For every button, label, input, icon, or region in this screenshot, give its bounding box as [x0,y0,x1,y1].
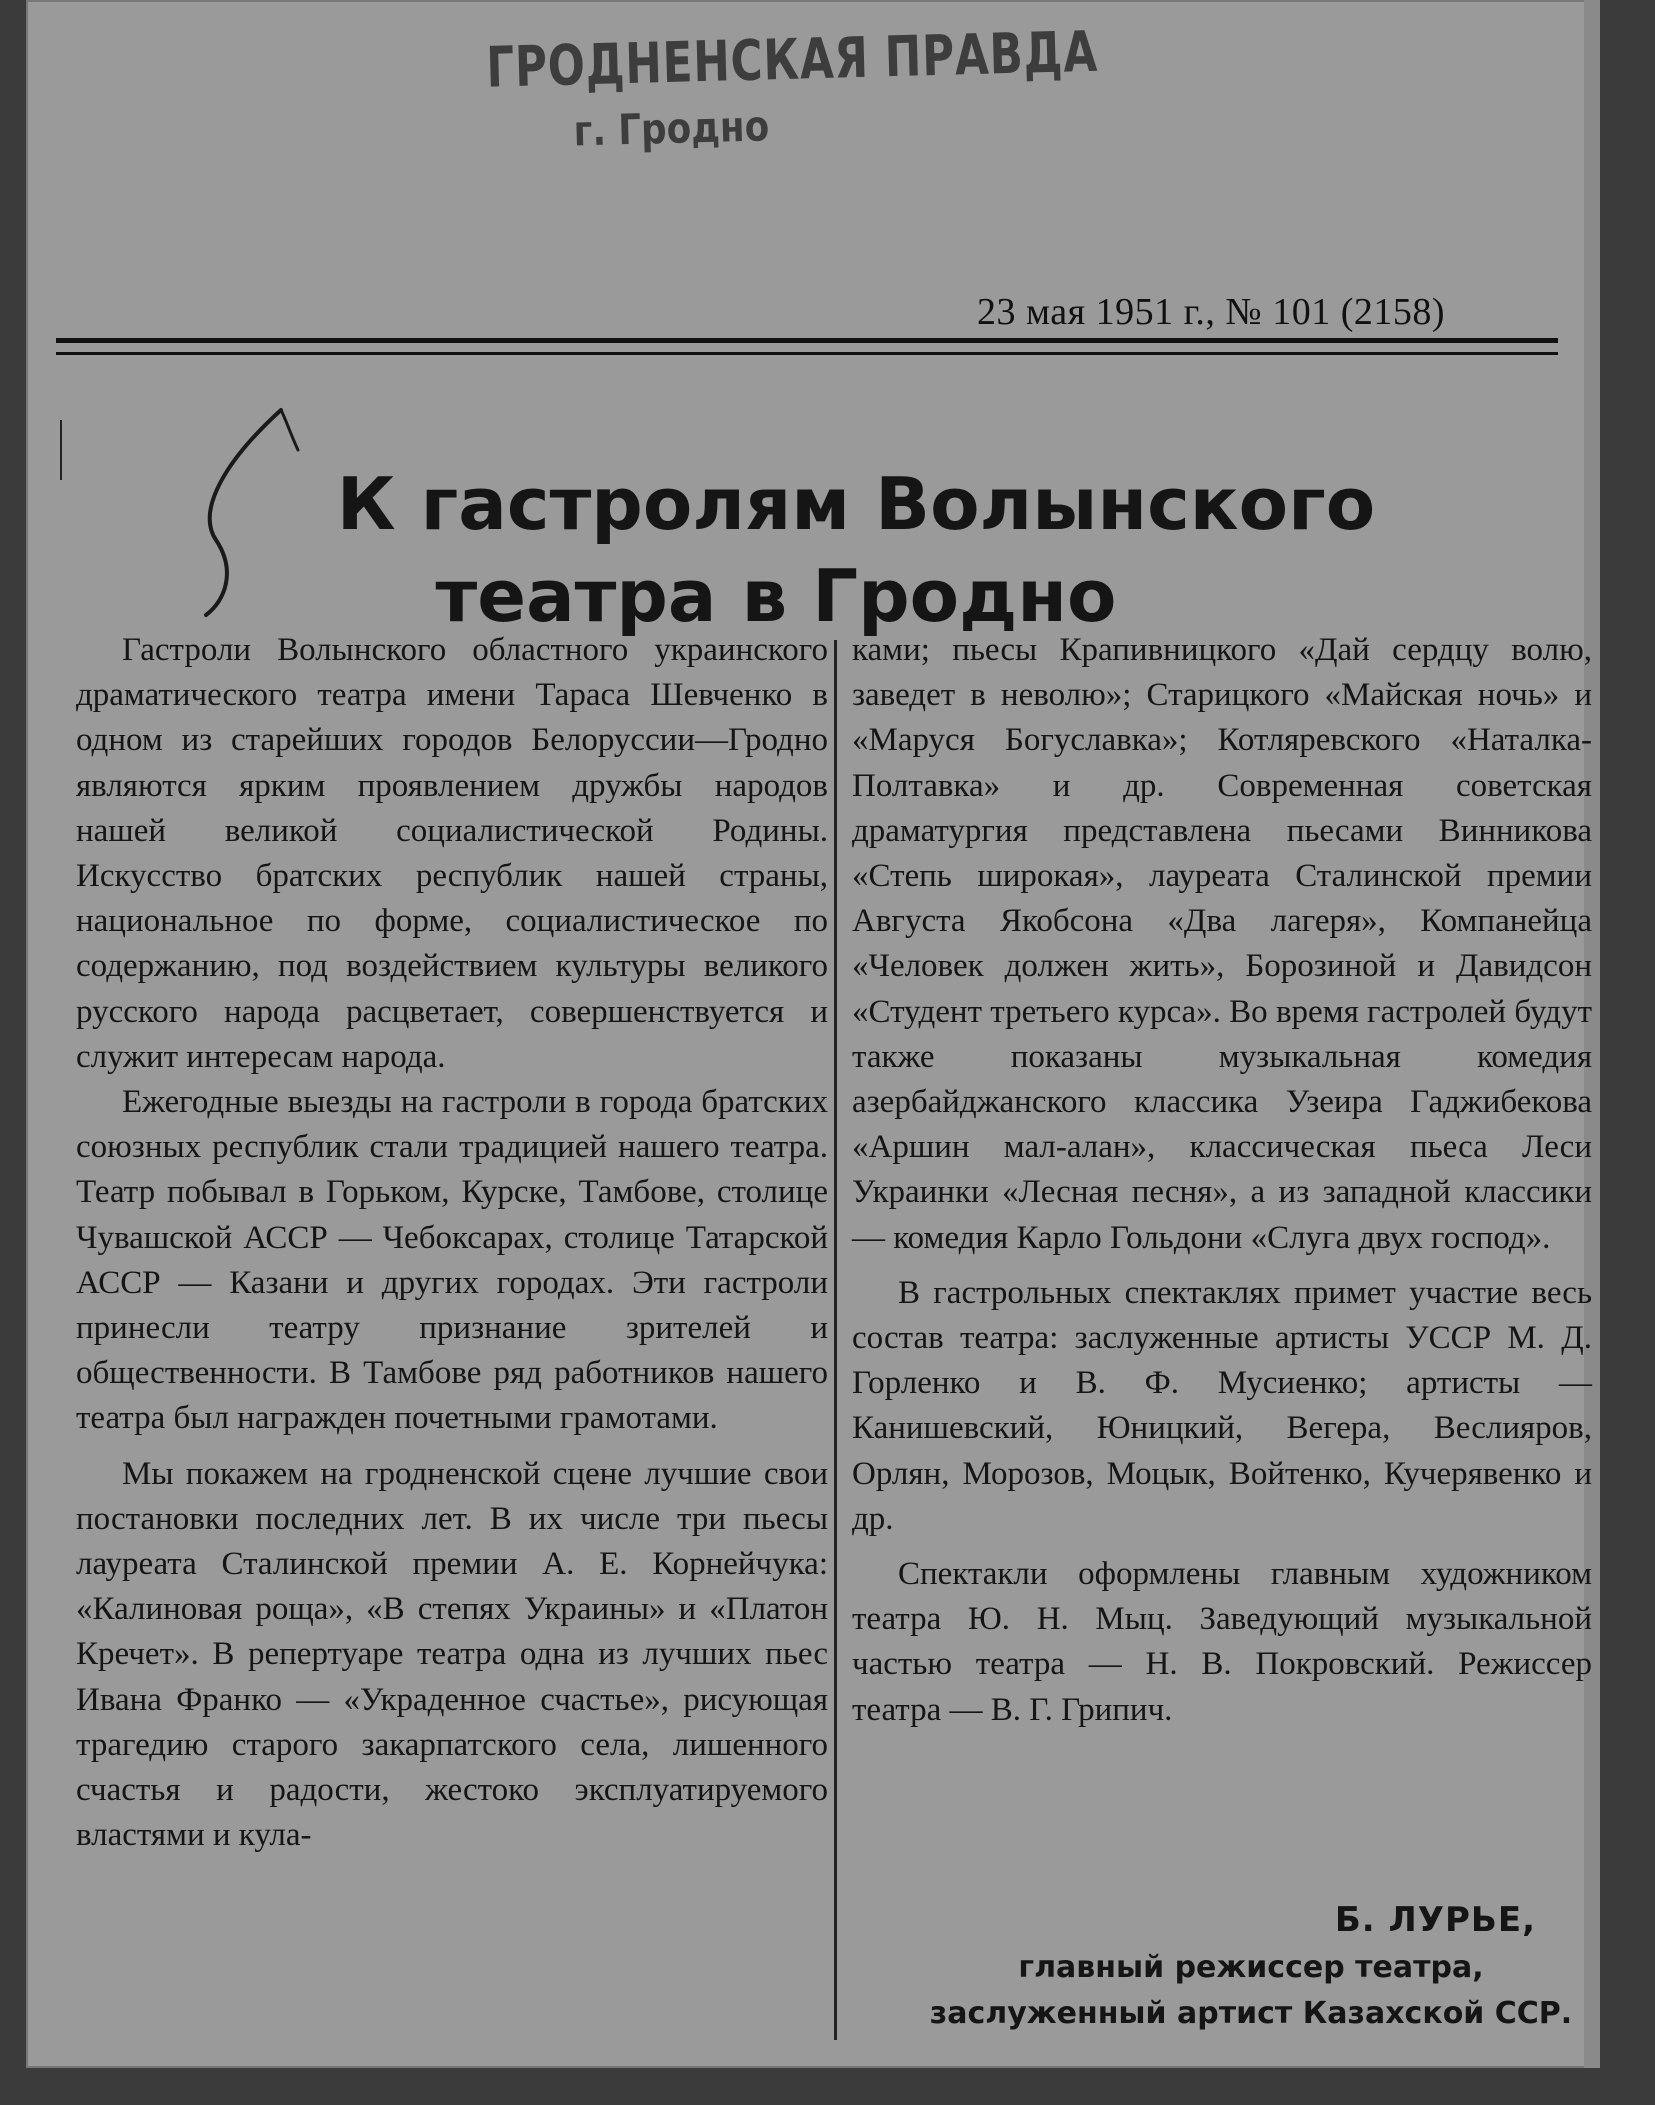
paragraph: Мы покажем на гродненской сцене лучшие свои постановки последних лет. В их числе три пьесы лауреата Сталинской премии А. Е. Корнейчука: «Калиновая роща», «В степях Украины» и «Платон Кречет». В репертуаре театра одна из лучших пьес Ивана Франко — «Украденное счастье», рисующая трагедию старого закарпатского села, лишенного счастья и радости, жестоко эксплуатируемого властями и кула- [76,1455,828,1854]
stamp-city: г. Гродно [573,101,770,156]
header-rule-thin [56,352,1558,355]
article-column-right [852,628,1592,1733]
headline-line-1: К гастролям Волынского [336,462,1376,547]
article-headline [256,458,1416,642]
paragraph: ками; пьесы Крапивницкого «Дай сердцу волю, заведет в неволю»; Старицкого «Майская ночь» и «Маруся Богуславка»; Котляревского «Наталка-Полтавка» и др. Современная советская драматургия представлена пьесами Винникова «Степь широкая», лауреата Сталинской премии Августа Якобсона «Два лагеря», Компанейца «Человек должен жить», Борозиной и Давидсон «Студент третьего курса». Во время гастролей будут также показаны музыкальная комедия азербайджанского классика Узеира Гаджибекова «Аршин мал-алан», классическая пьеса Леси Украинки «Лесная песня», а из западной классики — комедия Карло Гольдони «Слуга двух господ». [852,632,1592,1256]
author-name: Б. ЛУРЬЕ, [1334,1900,1536,1940]
paragraph: Гастроли Волынского областного украинского драматического театра имени Тараса Шевченко в одном из старейших городов Белоруссии—Гродно являются ярким проявлением дружбы народов нашей великой социалистической Родины. Искусство братских республик нашей страны, национальное по форме, социалистическое по содержанию, под воздействием культуры великого русского народа расцветает, совершенствуется и служит интересам народа. [76,632,828,1075]
article-column-left [76,628,828,1858]
column-divider [834,640,837,2040]
margin-mark [60,420,62,480]
paragraph: Ежегодные выезды на гастроли в города братских союзных республик стали традицией нашего театра. Театр побывал в Горьком, Курске, Тамбове, столице Чувашской АССР — Чебоксарах, столице Татарской АССР — Казани и других городах. Эти гастроли принесли театру признание зрителей и общественности. В Тамбове ряд работников нашего театра был награжден почетными грамотами. [76,1084,828,1437]
issue-dateline: 23 мая 1951 г., № 101 (2158) [977,291,1445,333]
author-signature [906,1895,1596,2037]
header-rule-thick [56,338,1558,343]
stamp-newspaper-name: ГРОДНЕНСКАЯ ПРАВДА [485,19,1099,101]
author-title: главный режиссер театра, заслуженный артист Казахской ССР. [929,1950,1573,2031]
newspaper-stamp [424,19,1099,206]
paragraph: Спектакли оформлены главным художником театра Ю. Н. Мыц. Заведующий музыкальной частью театра — Н. В. Покровский. Режиссер театра — В. Г. Грипич. [852,1556,1592,1728]
paragraph: В гастрольных спектаклях примет участие весь состав театра: заслуженные артисты УССР М. Д. Горленко и В. Ф. Мусиенко; артисты — Канишевский, Юницкий, Вегера, Веслияров, Орлян, Морозов, Моцык, Войтенко, Кучерявенко и др. [852,1274,1592,1537]
newspaper-clipping [26,0,1600,2068]
headline-line-2: театра в Гродно [435,554,1117,639]
